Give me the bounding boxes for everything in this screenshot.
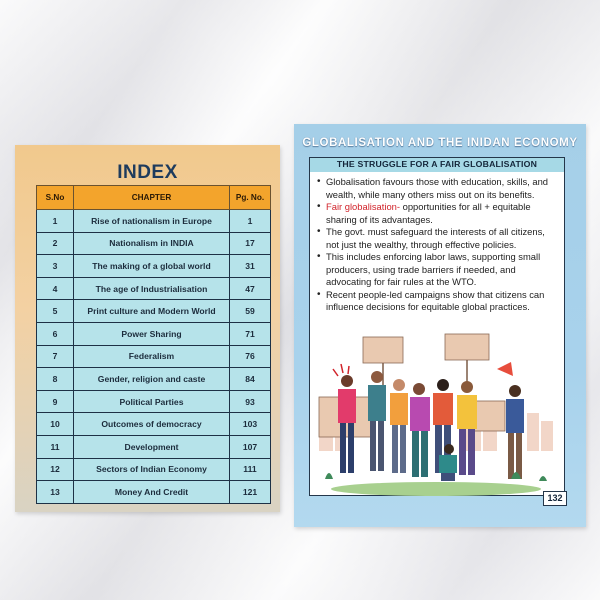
row-chapter: Gender, religion and caste (74, 368, 230, 391)
row-sno: 8 (37, 368, 74, 391)
table-row (37, 232, 271, 255)
row-chapter: Outcomes of democracy (74, 413, 230, 436)
row-page: 31 (230, 255, 271, 278)
row-sno: 13 (37, 481, 74, 504)
table-row (37, 255, 271, 278)
page-number: 132 (543, 491, 567, 506)
row-page: 71 (230, 322, 271, 345)
row-page: 103 (230, 413, 271, 436)
row-chapter: Political Parties (74, 390, 230, 413)
row-sno: 4 (37, 277, 74, 300)
header-sno: S.No (37, 186, 74, 210)
row-page: 111 (230, 458, 271, 481)
bullet-highlight: Fair globalisation- (326, 201, 400, 212)
bullet-item (326, 201, 558, 226)
placard-right (445, 334, 489, 360)
bullet-text: Globalisation favours those with education, skills, and wealth, while many others miss out on its benefits. (326, 176, 548, 200)
table-row (37, 413, 271, 436)
card-subtitle: THE STRUGGLE FOR A FAIR GLOBALISATION (336, 159, 538, 169)
row-sno: 11 (37, 435, 74, 458)
table-row (37, 322, 271, 345)
row-page: 93 (230, 390, 271, 413)
protester-3 (390, 379, 408, 473)
row-sno: 3 (37, 255, 74, 278)
row-page: 107 (230, 435, 271, 458)
table-row (37, 368, 271, 391)
index-table (36, 185, 271, 504)
protester-6 (457, 381, 477, 475)
globalisation-card (294, 124, 586, 527)
row-page: 84 (230, 368, 271, 391)
header-page: Pg. No. (230, 186, 271, 210)
bullet-item (326, 226, 558, 251)
shout-lines (333, 364, 349, 376)
row-sno: 10 (37, 413, 74, 436)
row-page: 17 (230, 232, 271, 255)
bullet-text: This includes enforcing labor laws, supporting small producers, using trade barriers if needed, and advocating for fair rules at the WTO. (326, 251, 541, 287)
row-page: 76 (230, 345, 271, 368)
megaphone-icon (497, 362, 513, 376)
row-page: 121 (230, 481, 271, 504)
bullet-item (326, 251, 558, 289)
row-chapter: Federalism (74, 345, 230, 368)
bullet-text: Recent people-led campaigns show that citizens can influence decisions for equitable global practices. (326, 288, 545, 312)
header-chapter: CHAPTER (74, 186, 230, 210)
index-header-row (37, 186, 271, 210)
table-row (37, 277, 271, 300)
protester-4 (410, 383, 430, 477)
row-chapter: The age of Industrialisation (74, 277, 230, 300)
ground-grass (331, 482, 541, 496)
bullet-list (310, 172, 564, 314)
row-chapter: Money And Credit (74, 481, 230, 504)
row-sno: 5 (37, 300, 74, 323)
row-sno: 6 (37, 322, 74, 345)
bullet-text: opportunities for all + equitable sharing of its advantages. (326, 201, 531, 225)
table-row (37, 345, 271, 368)
bullet-text: The govt. must safeguard the interests of all citizens, not just the wealthy, through effective policies. (326, 226, 545, 250)
table-row (37, 481, 271, 504)
protester-7 (506, 385, 524, 479)
table-row (37, 458, 271, 481)
row-page: 1 (230, 210, 271, 233)
row-chapter: The making of a global world (74, 255, 230, 278)
protest-illustration (311, 329, 561, 504)
row-sno: 1 (37, 210, 74, 233)
row-chapter: Nationalism in INDIA (74, 232, 230, 255)
index-card (15, 145, 280, 512)
row-sno: 7 (37, 345, 74, 368)
bullet-item (326, 289, 558, 314)
row-chapter: Development (74, 435, 230, 458)
table-row (37, 210, 271, 233)
row-chapter: Power Sharing (74, 322, 230, 345)
table-row (37, 390, 271, 413)
bullet-item (326, 176, 558, 201)
row-sno: 9 (37, 390, 74, 413)
row-page: 47 (230, 277, 271, 300)
row-sno: 2 (37, 232, 74, 255)
table-row (37, 435, 271, 458)
protester-2 (368, 371, 386, 471)
row-chapter: Sectors of Indian Economy (74, 458, 230, 481)
placard-left (363, 337, 403, 363)
table-row (37, 300, 271, 323)
row-chapter: Print culture and Modern World (74, 300, 230, 323)
index-title: INDEX (117, 162, 178, 183)
card-title: GLOBALISATION AND THE INIDAN ECONOMY (302, 137, 578, 149)
row-chapter: Rise of nationalism in Europe (74, 210, 230, 233)
row-page: 59 (230, 300, 271, 323)
row-sno: 12 (37, 458, 74, 481)
